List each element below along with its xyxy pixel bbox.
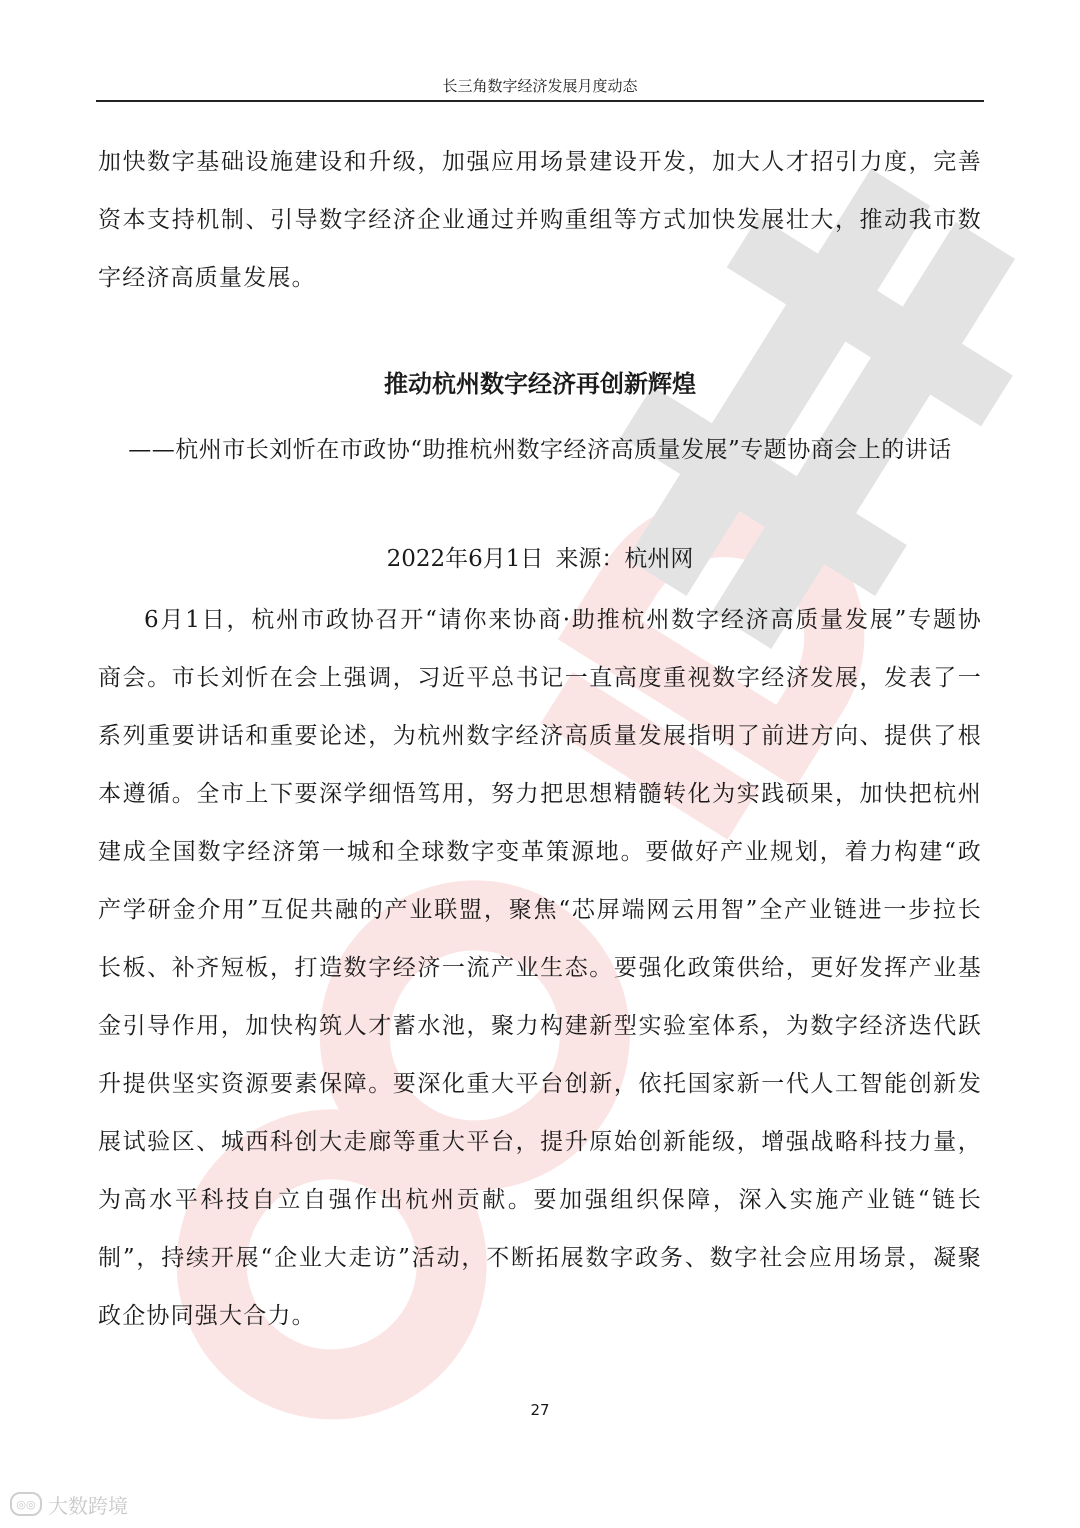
article-body: 6月1日，杭州市政协召开“请你来协商·助推杭州数字经济高质量发展”专题协商会。市长刘忻在会上强调，习近平总书记一直高度重视数字经济发展，发表了一系列重要讲话和重要论述，为杭州数字经济高质量发展指明了前进方向、提供了根本遵循。全市上下要深学细悟笃用，努力把思想精髓转化为实践硕果，加快把杭州建成全国数字经济第一城和全球数字变革策源地。要做好产业规划，着力构建“政产学研金介用”互促共融的产业联盟，聚焦“芯屏端网云用智”全产业链进一步拉长长板、补齐短板，打造数字经济一流产业生态。要强化政策供给，更好发挥产业基金引导作用，加快构筑人才蓄水池，聚力构建新型实验室体系，为数字经济迭代跃升提供坚实资源要素保障。要深化重大平台创新，依托国家新一代人工智能创新发展试验区、城西科创大走廊等重大平台，提升原始创新能级，增强战略科技力量，为高水平科技自立自强作出杭州贡献。要加强组织保障，深入实施产业链“链长制”，持续开展“企业大走访”活动，不断拓展数字政务、数字社会应用场景，凝聚政企协同强大合力。 (98, 607, 982, 1329)
article-title: 推动杭州数字经济再创新辉煌 (384, 370, 696, 398)
source-logo (10, 1490, 128, 1518)
article-subtitle: ——杭州市长刘忻在市政协“助推杭州数字经济高质量发展”专题协商会上的讲话 (128, 437, 952, 463)
article-date: 2022年6月1日 (386, 546, 544, 572)
source-logo-text: 大数跨境 (48, 1493, 128, 1518)
page-number: 27 (530, 1401, 550, 1419)
article-source: 来源：杭州网 (555, 546, 694, 572)
article-dateline (96, 539, 984, 579)
header-rule (96, 100, 984, 102)
source-logo-icon: ◎◎ (10, 1492, 42, 1516)
running-header: 长三角数字经济发展月度动态 (442, 77, 638, 95)
paragraph-continued: 加快数字基础设施建设和升级，加强应用场景建设开发，加大人才招引力度，完善资本支持机制、引导数字经济企业通过并购重组等方式加快发展壮大，推动我市数字经济高质量发展。 (98, 149, 982, 291)
